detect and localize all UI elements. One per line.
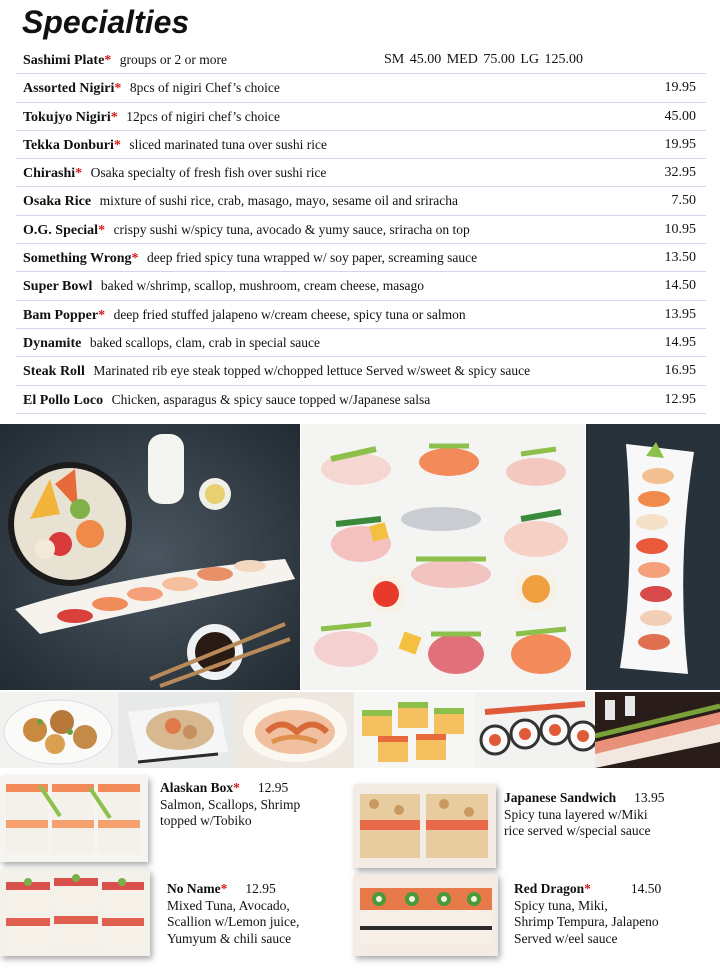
item-name: Tokujyo Nigiri (23, 109, 111, 125)
item-desc: deep fried spicy tuna wrapped w/ soy paper, screaming sauce (147, 250, 478, 266)
raw-star: * (98, 222, 106, 238)
item-name: Red Dragon (514, 881, 585, 896)
raw-star: * (584, 881, 591, 896)
menu-row (16, 74, 706, 102)
specialties-menu (16, 46, 706, 414)
red-dragon-photo (354, 874, 498, 956)
menu-row (16, 301, 706, 329)
item-price: 13.50 (664, 250, 696, 266)
item-desc-line: Salmon, Scallops, Shrimp (160, 796, 301, 812)
menu-row (16, 216, 706, 244)
item-name: Sashimi Plate (23, 53, 105, 68)
item-price: 7.50 (671, 193, 696, 209)
menu-row (16, 103, 706, 131)
item-name: El Pollo Loco (23, 392, 104, 408)
item-name: Chirashi (23, 166, 76, 182)
menu-row (16, 386, 706, 414)
item-price: 45.00 (664, 108, 696, 124)
alaskan-box-photo (0, 776, 148, 862)
raw-star: * (75, 166, 83, 182)
item-price: 12.95 (245, 881, 276, 896)
raw-star: * (220, 881, 228, 896)
item-desc: deep fried stuffed jalapeno w/cream cheese, spicy tuna or salmon (113, 306, 466, 322)
raw-star: * (131, 251, 139, 267)
item-name: O.G. Special (23, 222, 99, 238)
item-name: Alaskan Box (160, 780, 234, 795)
menu-row (16, 187, 706, 215)
no-name-photo (0, 870, 150, 956)
item-name: Steak Roll (23, 364, 85, 380)
item-desc-line: topped w/Tobiko (160, 813, 252, 828)
raw-star: * (233, 780, 240, 795)
raw-star: * (104, 53, 112, 68)
item-desc-line: Shrimp Tempura, Jalapeno (514, 914, 659, 929)
menu-row (16, 46, 706, 74)
japanese-sandwich-photo (354, 784, 496, 868)
item-desc-line: Served w/eel sauce (514, 930, 618, 946)
item-desc-line: Yumyum & chili sauce (167, 930, 292, 946)
item-desc-line: rice served w/special sauce (504, 823, 651, 838)
roll-photo (475, 692, 595, 768)
item-name: Tekka Donburi (23, 137, 114, 153)
alaskan-box-item (160, 780, 300, 830)
no-name-item (167, 881, 299, 947)
page-title: Specialties (22, 4, 190, 40)
item-desc: 8pcs of nigiri Chef’s choice (129, 80, 280, 96)
item-desc-line: Mixed Tuna, Avocado, (167, 897, 290, 913)
item-desc: mixture of sushi rice, crab, masago, mayo, sesame oil and sriracha (99, 193, 458, 209)
item-price: 12.95 (257, 780, 289, 795)
item-desc: Chicken, asparagus & spicy sauce topped w/Japanese salsa (111, 391, 431, 407)
baked-scallop-photo (0, 692, 118, 768)
sashimi-spread-photo (301, 424, 585, 690)
raw-star: * (113, 137, 121, 153)
item-name: Bam Popper (23, 307, 99, 323)
item-desc: Marinated rib eye steak topped w/chopped lettuce Served w/sweet & spicy sauce (93, 363, 531, 379)
item-name: Super Bowl (23, 279, 93, 295)
raw-star: * (98, 307, 106, 323)
item-desc: sliced marinated tuna over sushi rice (129, 136, 327, 152)
nigiri-platter-photo (0, 424, 300, 690)
super-bowl-photo (118, 692, 237, 768)
menu-row (16, 131, 706, 159)
item-desc: Osaka specialty of fresh fish over sushi rice (90, 165, 327, 181)
item-price: 12.95 (664, 391, 696, 407)
og-special-photo (354, 692, 475, 768)
item-desc: baked scallops, clam, crab in special sauce (89, 334, 320, 350)
menu-row (16, 357, 706, 385)
japanese-sandwich-item (504, 790, 665, 840)
item-name: Japanese Sandwich (504, 790, 617, 805)
item-desc-line: Scallion w/Lemon juice, (167, 914, 300, 929)
item-price: 19.95 (664, 80, 696, 96)
item-desc: 12pcs of nigiri chef’s choice (126, 108, 280, 124)
raw-star: * (110, 109, 118, 125)
item-price: 10.95 (664, 221, 696, 237)
raw-star: * (114, 81, 122, 97)
item-desc: crispy sushi w/spicy tuna, avocado & yumy sauce, sriracha on top (113, 221, 470, 237)
item-price: 19.95 (664, 136, 696, 152)
item-name: Osaka Rice (23, 194, 92, 210)
menu-row (16, 244, 706, 272)
shrimp-dish-photo (237, 692, 354, 768)
item-name: Dynamite (23, 335, 82, 351)
menu-row (16, 159, 706, 187)
item-desc-line: Spicy tuna, Miki, (514, 897, 608, 913)
item-price: 13.95 (664, 306, 696, 322)
item-desc-line: Spicy tuna layered w/Miki (504, 806, 648, 822)
item-price: 13.95 (634, 790, 665, 805)
menu-row (16, 272, 706, 300)
item-desc: baked w/shrimp, scallop, mushroom, cream cheese, masago (100, 278, 425, 294)
item-price: 14.50 (664, 278, 696, 294)
item-name: Assorted Nigiri (23, 81, 115, 97)
item-name: No Name (167, 881, 221, 896)
item-price: 14.95 (664, 334, 696, 350)
item-price: 16.95 (664, 363, 696, 379)
seared-roll-photo (595, 692, 720, 768)
item-sizes: SM 45.00 MED 75.00 LG 125.00 (384, 52, 584, 67)
item-price: 32.95 (664, 165, 696, 181)
nigiri-row-photo (586, 424, 720, 690)
red-dragon-item (514, 881, 661, 947)
menu-row (16, 329, 706, 357)
item-price: 14.50 (630, 881, 662, 896)
item-name: Something Wrong (23, 251, 132, 267)
item-desc: groups or 2 or more (119, 52, 228, 67)
